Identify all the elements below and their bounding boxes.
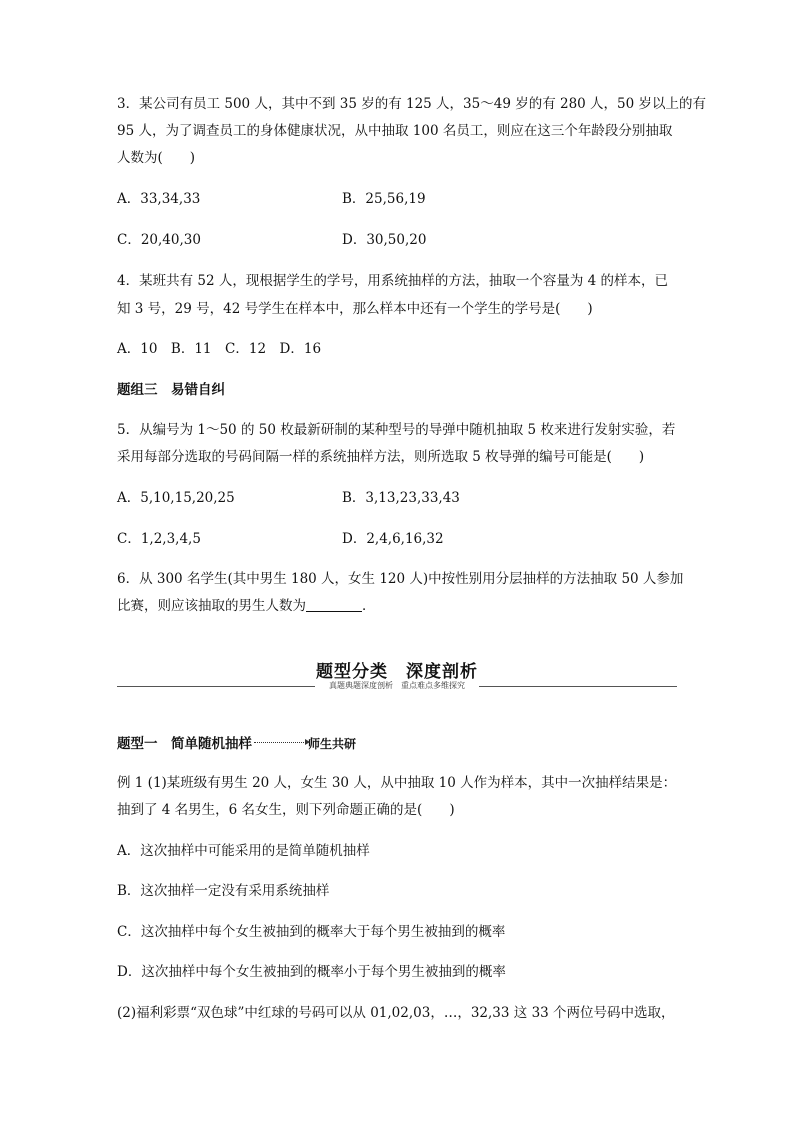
- q5-option-b: B．3,13,23,33,43: [342, 490, 460, 506]
- ex1-option-a: A．这次抽样中可能采用的是简单随机抽样: [117, 843, 370, 859]
- type1-label: 题型一 简单随机抽样: [117, 736, 252, 752]
- section-banner-title: 题型分类 深度剖析: [316, 662, 478, 682]
- q4-options: A．10 B．11 C．12 D．16: [117, 341, 322, 357]
- q5-line1: 5．从编号为 1～50 的 50 枚最新研制的某种型号的导弹中随机抽取 5 枚来进行发射实验，若: [117, 422, 676, 438]
- q6-line2-text: 比赛，则应该抽取的男生人数为: [117, 598, 306, 614]
- ex1-part2: (2)福利彩票“双色球”中红球的号码可以从 01,02,03，…，32,33 这 33 个两位号码中选取，: [117, 1005, 675, 1021]
- ex1-option-d: D．这次抽样中每个女生被抽到的概率小于每个男生被抽到的概率: [117, 964, 506, 980]
- arrow-icon: [254, 742, 306, 743]
- q3-option-d: D．30,50,20: [342, 232, 427, 248]
- q5-option-c: C．1,2,3,4,5: [117, 531, 201, 547]
- q5-option-a: A．5,10,15,20,25: [117, 490, 235, 506]
- q6-line1: 6．从 300 名学生(其中男生 180 人，女生 120 人)中按性别用分层抽样的方法抽取 50 人参加: [117, 571, 684, 587]
- ex1-option-c: C．这次抽样中每个女生被抽到的概率大于每个男生被抽到的概率: [117, 924, 506, 940]
- type1-heading: [117, 731, 356, 758]
- q3-line2: 95 人，为了调查员工的身体健康状况，从中抽取 100 名员工，则应在这三个年龄段分别抽取: [117, 123, 673, 139]
- q3-option-a: A．33,34,33: [117, 191, 201, 207]
- q6-line2-end: ．: [362, 598, 376, 614]
- q3-line1: 3．某公司有员工 500 人，其中不到 35 岁的有 125 人，35～49 岁的有 280 人，50 岁以上的有: [117, 96, 707, 112]
- ex1-line1: 例 1 (1)某班级有男生 20 人，女生 30 人，从中抽取 10 人作为样本，其中一次抽样结果是：: [117, 775, 677, 791]
- ex1-option-b: B．这次抽样一定没有采用系统抽样: [117, 883, 330, 899]
- section-banner-subtitle: 真题典题深度剖析 重点难点多维探究: [329, 681, 465, 690]
- ex1-line2: 抽到了 4 名男生，6 名女生，则下列命题正确的是( ): [117, 802, 455, 818]
- type1-tag: 师生共研: [308, 737, 357, 751]
- group3-heading: 题组三 易错自纠: [117, 382, 225, 398]
- q4-line2: 知 3 号，29 号，42 号学生在样本中，那么样本中还有一个学生的学号是( ): [117, 301, 593, 317]
- q5-option-d: D．2,4,6,16,32: [342, 531, 444, 547]
- answer-blank: [306, 597, 362, 612]
- q3-option-b: B．25,56,19: [342, 191, 426, 207]
- q4-line1: 4．某班共有 52 人，现根据学生的学号，用系统抽样的方法，抽取一个容量为 4 的样本，已: [117, 273, 669, 289]
- q5-line2: 采用每部分选取的号码间隔一样的系统抽样方法，则所选取 5 枚导弹的编号可能是( ): [117, 449, 645, 465]
- q3-option-c: C．20,40,30: [117, 232, 201, 248]
- q3-line3: 人数为( ): [117, 150, 196, 166]
- q6-line2: [117, 593, 376, 620]
